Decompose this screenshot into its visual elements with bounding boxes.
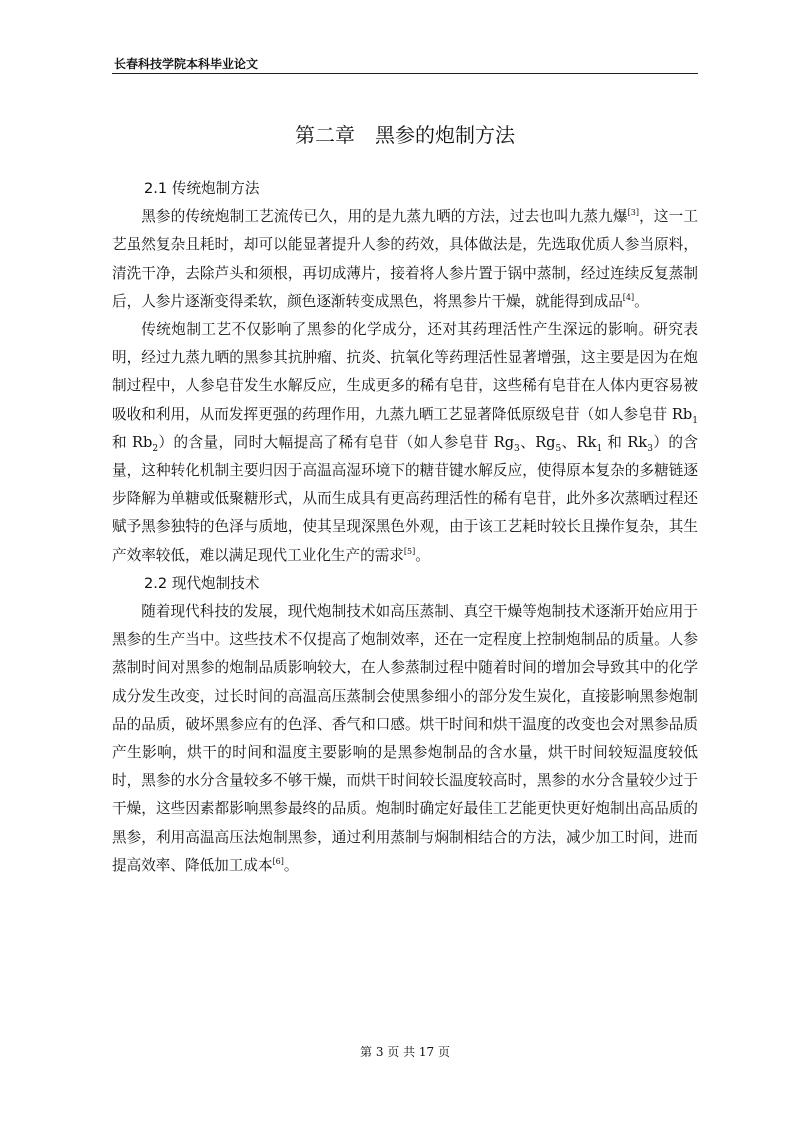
subscript: 2 [152,443,159,454]
citation: [5] [403,546,416,556]
section-heading-2-2: 2.2 现代炮制技术 [144,574,260,592]
chapter-title: 第二章 黑参的炮制方法 [295,123,515,147]
header-rule [112,73,698,74]
paragraph-text: ）的含量，这种转化机制主要归因于高温高湿环境下的糖苷键水解反应，使得原本复杂的多糖链逐步降解为单糖或低聚糖形式，从而生成具有更高药理活性的稀有皂苷，此外多次蒸晒过程还赋予黑参独特的色泽与质地，使其呈现深黑色外观，由于该工艺耗时较长且操作复杂，其生产效率较低，难以满足现代工业化生产的需求 [112,433,698,564]
paragraph-text: 随着现代科技的发展，现代炮制技术如高压蒸制、真空干燥等炮制技术逐渐开始应用于黑参的生产当中。这些技术不仅提高了炮制效率，还在一定程度上控制炮制品的质量。人参蒸制时间对黑参的炮制品质影响较大，在人参蒸制过程中随着时间的增加会导致其中的化学成分发生改变，过长时间的高温高压蒸制会使黑参细小的部分发生炭化，直接影响黑参炮制品的品质，破坏黑参应有的色泽、香气和口感。烘干时间和烘干温度的改变也会对黑参品质产生影响，烘干的时间和温度主要影响的是黑参炮制品的含水量，烘干时间较短温度较低时，黑参的水分含量较多不够干燥，而烘干时间较长温度较高时，黑参的水分含量较少过于干燥，这些因素都影响黑参最终的品质。炮制时确定好最佳工艺能更快更好炮制出高品质的黑参，利用高温高压法炮制黑参，通过利用蒸制与焖制相结合的方法，减少加工时间，进而提高效率、降低加工成本 [112,603,698,874]
paragraph [112,598,698,880]
header-title: 长春科技学院本科毕业论文 [114,57,259,71]
paragraph-text: 。 [634,292,649,310]
paragraph-text: 。 [415,546,430,564]
page-number: 第 3 页 共 17 页 [360,1045,450,1059]
paragraph-text: 传统炮制工艺不仅影响了黑参的化学成分，还对其药理活性产生深远的影响。研究表明，经过九蒸九晒的黑参其抗肿瘤、抗炎、抗氧化等药理活性显著增强，这主要是因为在炮制过程中，人参皂苷发生水解反应，生成更多的稀有皂苷，这些稀有皂苷在人体内更容易被吸收和利用，从而发挥更强的药理作用，九蒸九晒工艺显著降低原级皂苷（如人参皂苷 Rb [112,321,698,423]
citation: [4] [622,292,635,302]
paragraph [112,203,698,316]
subscript: 5 [555,443,562,454]
paragraph-text: 。 [283,856,299,874]
paragraph-text: 和 Rb [112,433,153,451]
subscript: 3 [514,443,520,454]
paragraph-text: 、Rk [561,433,597,451]
paragraph-text: 和 Rk [602,433,648,451]
section-heading-2-1: 2.1 传统炮制方法 [144,180,260,197]
paragraph-text: ，这一工艺虽然复杂且耗时，却可以能显著提升人参的药效，具体做法是，先选取优质人参当原料，清洗干净，去除芦头和须根，再切成薄片，接着将人参片置于锅中蒸制，经过连续反复蒸制后，人参片逐渐变得柔软，颜色逐渐转变成黑色，将黑参片干燥，就能得到成品 [112,208,698,310]
citation: [3] [627,208,640,218]
paragraph-text: 黑参的传统炮制工艺流传已久，用的是九蒸九晒的方法，过去也叫九蒸九爆 [141,208,628,226]
subscript: 1 [596,443,603,454]
paragraph-text: ）的含量，同时大幅提高了稀有皂苷（如人参皂苷 Rg [158,433,515,451]
body-text [112,175,698,880]
citation: [6] [272,857,284,867]
subscript: 1 [692,415,698,426]
paragraph-text: 、Rg [519,433,556,451]
paragraph [112,316,698,570]
subscript: 3 [647,443,653,454]
